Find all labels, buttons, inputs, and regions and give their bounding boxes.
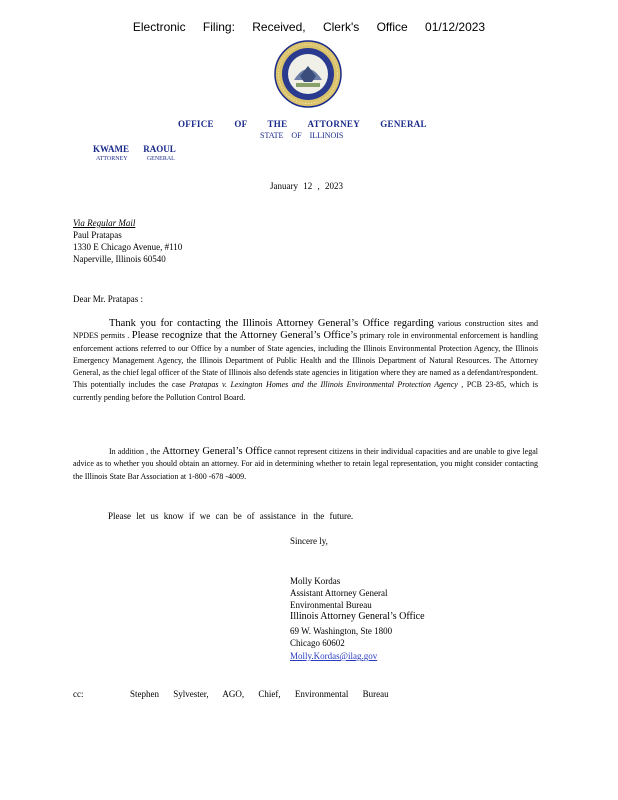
attorney-general-name: KWAME RAOUL [93,144,176,154]
filing-header: Electronic Filing: Received, Clerk's Office 01/12/2023 [132,20,486,34]
signer-office: Illinois Attorney General’s Office [290,611,425,622]
signer-title: Assistant Attorney General [290,588,388,598]
recipient-name: Paul Pratapas [73,230,122,240]
paragraph-2-lead: In addition , the [109,447,163,456]
title-right: GENERAL [146,156,175,162]
paragraph-1-part-3: , PCB 23-85, which is currently pending before the Pollution Control Board. [73,380,538,402]
signer-city: Chicago 60602 [290,638,345,648]
title-left: ATTORNEY [96,156,128,162]
signer-street: 69 W. Washington, Ste 1800 [290,626,393,636]
recipient-street: 1330 E Chicago Avenue, #110 [73,242,183,252]
state-heading: STATE OF ILLINOIS [260,131,344,140]
recipient-city: Naperville, Illinois 60540 [73,254,166,264]
cc-line [73,688,389,700]
case-name: Pratapas v. Lexington Homes and the Illinois Environmental Protection Agency [189,380,458,390]
signer-name: Molly Kordas [290,576,341,586]
paragraph-1-part-1: various construction sites and NPDES permits . [73,319,539,341]
paragraph-2-rest: cannot represent citizens in their individual capacities and are unable to give legal advice as to whether you should obtain an attorney. For aid in determining whether to retain legal representation, you might consider contacting the Illinois State Bar Association at 1-800 -678 -4009. [73,447,539,481]
signer-email-link[interactable]: Molly.Kordas@ilag.gov [290,651,378,661]
office-heading: OFFICE OF THE ATTORNEY GENERAL [178,119,427,129]
closing-line: Please let us know if we can be of assistance in the future. [108,511,354,521]
state-seal-icon [274,40,342,108]
cc-recipients: Stephen Sylvester, AGO, Chief, Environmental Bureau [130,689,389,699]
salutation: Dear Mr. Pratapas : [73,294,143,304]
paragraph-1-part-2: primary role in environmental enforcement is handling enforcement actions referred to our Office by a number of State agencies, including the Illinois Environmental Protection Agency, the Illinois Emergency Management Agency, the Illinois Department of Public Health and the Illinois Department of Natural Resources. The Attorney General, as the chief legal officer of the State of Illinois also defends state agencies in litigation where they are named as a defendant/respondent. This potentially includes the case [73,331,538,390]
signer-bureau: Environmental Bureau [290,600,372,610]
cc-label: cc: [73,689,84,699]
attorney-general-title [96,156,175,162]
signoff: Sincere ly, [290,536,328,546]
body-paragraph-1 [73,318,538,404]
delivery-method: Via Regular Mail [73,218,136,228]
letter-date: January 12 , 2023 [270,181,343,191]
paragraph-1-lead: Thank you for contacting the Illinois Attorney General’s Office regarding [109,318,434,329]
body-paragraph-2 [73,446,538,483]
paragraph-1-emphasis: Please recognize that the Attorney General’s Office’s [131,330,358,342]
paragraph-2-emphasis: Attorney General’s Office [162,446,272,457]
